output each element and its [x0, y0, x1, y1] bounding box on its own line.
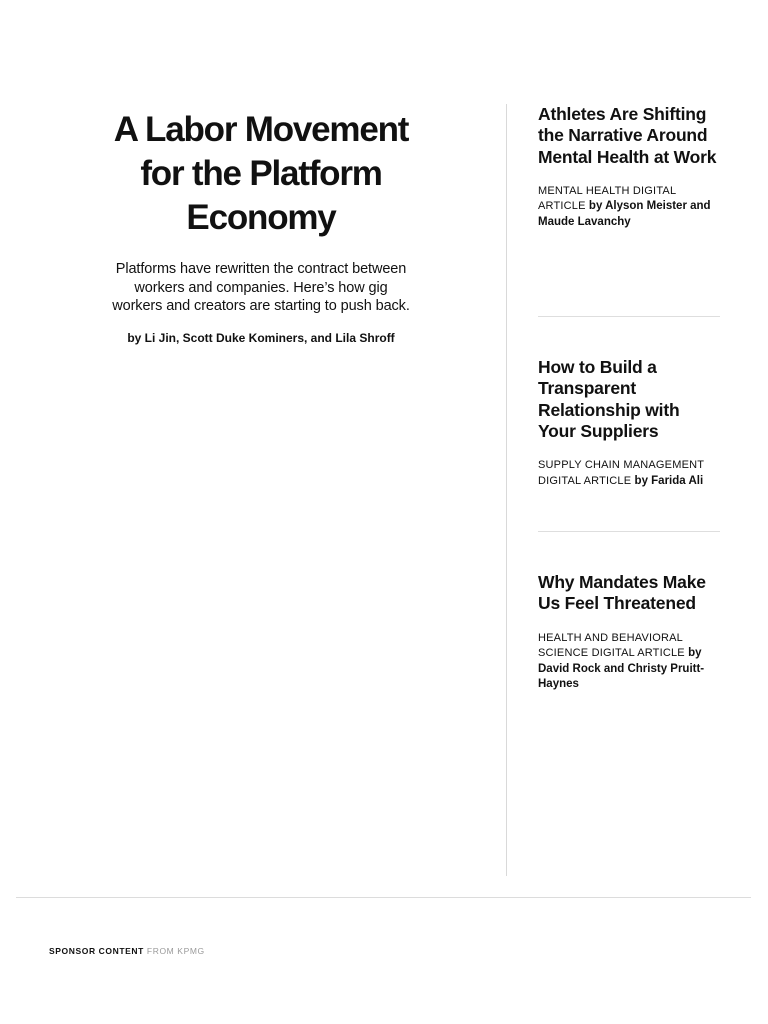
featured-article-byline: by Li Jin, Scott Duke Kominers, and Lila Shroff: [127, 330, 395, 345]
column-divider: [506, 104, 507, 876]
related-article-title[interactable]: How to Build a Transparent Relationship with Your Suppliers: [538, 357, 680, 441]
related-article-title-link[interactable]: [538, 572, 720, 615]
related-article-title[interactable]: Why Mandates Make Us Feel Threatened: [538, 572, 706, 614]
related-article-card: [538, 357, 720, 489]
related-article-type: DIGITAL ARTICLE: [538, 184, 676, 213]
sponsor-name[interactable]: FROM KPMG: [146, 946, 205, 956]
sponsor-content-label: SPONSOR CONTENT: [49, 946, 144, 956]
related-article-type: DIGITAL ARTICLE: [591, 647, 685, 660]
related-article-meta: [538, 184, 720, 231]
related-article-meta: [538, 458, 720, 489]
related-article-authors: by David Rock and Christy Pruitt-Haynes: [538, 647, 705, 691]
featured-article-title[interactable]: A Labor Movement for the Platform Economy: [113, 110, 409, 237]
list-divider: [538, 531, 720, 532]
featured-article-summary: Platforms have rewritten the contract between workers and companies. Here’s how gig workers and creators are starting to push back.: [112, 261, 410, 314]
related-article-title[interactable]: Athletes Are Shifting the Narrative Around Mental Health at Work: [538, 104, 717, 167]
list-divider: [538, 316, 720, 317]
related-article-title-link[interactable]: [538, 104, 720, 168]
related-article-card: [538, 572, 720, 693]
related-article-authors: by Farida Ali: [634, 474, 704, 487]
related-article-meta: [538, 631, 720, 693]
related-article-topic[interactable]: MENTAL HEALTH: [538, 184, 630, 197]
featured-article-title-link[interactable]: [108, 108, 414, 240]
sponsor-label: [49, 945, 205, 957]
related-article-topic[interactable]: HEALTH AND BEHAVIORAL SCIENCE: [538, 631, 683, 660]
footer-divider: [16, 897, 751, 898]
related-article-authors: by Alyson Meister and Maude Lavanchy: [538, 200, 711, 228]
related-article-type: DIGITAL ARTICLE: [538, 474, 632, 487]
related-article-card: [538, 104, 720, 230]
related-article-topic[interactable]: SUPPLY CHAIN MANAGEMENT: [538, 459, 704, 472]
featured-article: [108, 108, 414, 346]
related-article-title-link[interactable]: [538, 357, 720, 442]
